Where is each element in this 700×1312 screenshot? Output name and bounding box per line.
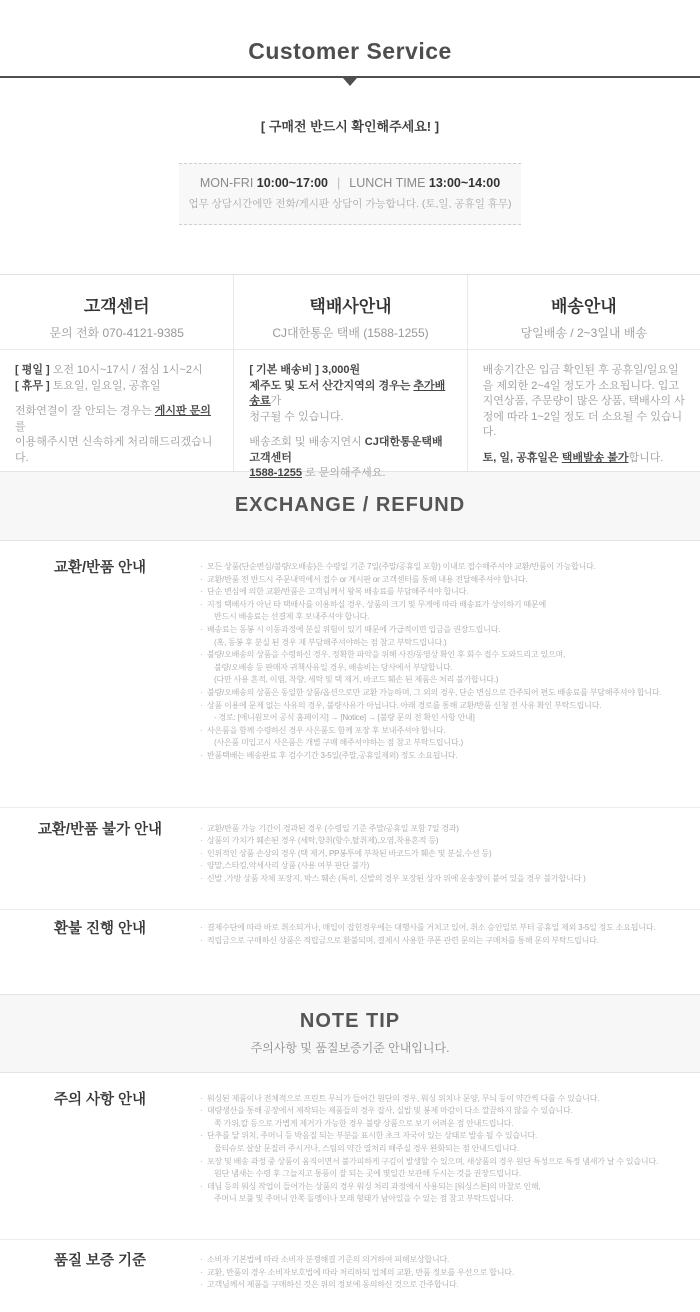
board-note-pre: 전화연결이 잘 안되는 경우는 <box>15 405 155 417</box>
notice-text: 포장 및 배송 과정 중 상품이 움직이면서 불가피하게 구김이 발생할 수 있으며, 새상품의 경우 원단 특성으로 특정 냄새가 날 수 있습니다. <box>207 1156 659 1166</box>
closed-days-value: 토요일, 일요일, 공휴일 <box>52 379 161 392</box>
notice-line <box>200 1267 696 1280</box>
notice-line <box>200 649 696 662</box>
delivery-header <box>468 275 700 350</box>
notice-text: 불량/오배송의 상품은 동일한 상품/옵션으로만 교환 가능하며, 그 외의 경우, 단순 변심으로 간주되어 편도 배송료를 부담해주셔야 합니다. <box>207 687 662 697</box>
extra-fee-line2: 청구될 수 있습니다. <box>249 410 344 423</box>
bullet-marker: · <box>200 1280 203 1290</box>
notice-line <box>200 712 696 725</box>
notice-line <box>200 674 696 687</box>
notice-text: 불량/오배송의 상품을 수령하신 경우, 정확한 파악을 위해 사진/동영상 확인 후 회수 접수 도와드리고 있으며, <box>207 650 566 660</box>
tracking-note <box>249 435 451 482</box>
purchase-notice: [ 구매전 반드시 확인해주세요! ] <box>260 119 440 134</box>
bullet-marker: · <box>200 1267 203 1277</box>
quality-label: 품질 보증 기준 <box>53 1253 147 1269</box>
extra-fee-pre: 제주도 및 도서 산간지역의 경우는 <box>249 379 414 392</box>
bullet-marker: · <box>200 873 203 883</box>
notice-line <box>200 586 696 599</box>
notice-line <box>200 1168 696 1181</box>
section-no-exchange-notice <box>0 808 700 911</box>
notice-text: 반품택배는 배송완료 후 검수기간 3-5일(주말,공휴일제외) 정도 소요됩니다. <box>207 750 458 760</box>
notice-text: 데님 등의 워싱 작업이 들어가는 상품의 경우 워싱 처리 과정에서 사용되는 [워싱스톤]의 마찰로 인해, <box>207 1181 541 1191</box>
notice-line <box>200 835 696 848</box>
hours-note: 업무 상담시간에만 전화/게시판 상담이 가능합니다. (토,일, 공휴일 휴무) <box>188 198 512 210</box>
customer-center-detail <box>0 350 233 471</box>
caution-lines <box>200 1093 700 1206</box>
bullet-marker: · <box>200 687 203 697</box>
notice-line <box>200 1130 696 1143</box>
info-col-customer-center <box>0 275 233 471</box>
notice-line <box>200 662 696 675</box>
notice-line <box>200 1254 696 1267</box>
bullet-marker: · <box>200 587 203 597</box>
info-table <box>0 274 700 479</box>
notice-line <box>200 848 696 861</box>
notice-text: 주머니 보풀 및 주머니 안쪽 돌멩이나 모래 형태가 남아있을 수 있는 점 참고 부탁드립니다. <box>214 1194 514 1204</box>
notice-line <box>200 1279 696 1292</box>
notice-text: 상품 이용에 문제 없는 사유의 경우, 불량사유가 아닙니다. 아래 경로를 통해 교환/반품 신청 전 사유 확인 부탁드립니다. <box>207 700 602 710</box>
notice-line <box>200 700 696 713</box>
bullet-marker: · <box>200 562 203 571</box>
courier-subtitle: CJ대한통운 택배 (1588-1255) <box>272 326 429 340</box>
bullet-marker: · <box>200 650 203 660</box>
no-ship-strong: 택배발송 불가 <box>561 451 629 464</box>
delivery-title: 배송안내 <box>550 297 617 316</box>
no-exchange-label: 교환/반품 불가 안내 <box>37 821 163 838</box>
board-inquiry-link[interactable]: 게시판 문의 <box>154 405 211 417</box>
extra-fee-strong: 추가배송료 <box>249 379 446 407</box>
bullet-marker: · <box>200 836 203 846</box>
notice-text: 교환, 반품의 경우 소비자보호법에 따라 처리하되 업체의 교환, 반품 정보를 우선으로 합니다. <box>207 1267 514 1277</box>
exchange-refund-band <box>0 471 700 541</box>
notice-line <box>200 1118 696 1131</box>
bullet-marker: · <box>200 750 203 760</box>
bullet-marker: · <box>200 700 203 710</box>
quality-lines <box>200 1254 700 1292</box>
bullet-marker: · <box>200 936 203 946</box>
bullet-marker: · <box>200 1106 203 1116</box>
bullet-marker: · <box>200 848 203 858</box>
bullet-marker: · <box>200 861 203 871</box>
notice-text: (다만 사용 흔적, 이염, 착향, 세탁 및 택 제거, 바코드 훼손 된 제품은 처리 불가합니다.) <box>214 675 499 685</box>
notice-text: 신발 ,가방 상품 자체 포장지, 박스 훼손 (특히, 신발의 경우 포장된 상자 위에 운송장이 붙어 있을 경우 불가합니다 ) <box>207 873 586 883</box>
notice-text: (사은품 미입고시 사은품은 개별 구매 해주셔야하는 점 참고 부탁드립니다.) <box>214 738 463 748</box>
notice-line <box>200 1143 696 1156</box>
board-note-post: 를 <box>15 420 26 433</box>
notice-text: 단추를 달 위치, 주머니 등 박음질 되는 부분을 표시한 초크 자국이 있는 상태로 발송 될 수 있습니다. <box>207 1131 537 1141</box>
no-exchange-lines <box>200 823 700 886</box>
notice-line <box>200 935 696 948</box>
bullet-marker: · <box>200 624 203 634</box>
courier-header <box>234 275 466 350</box>
section-caution-notice <box>0 1073 700 1240</box>
exchange-notice-lines <box>200 561 700 763</box>
notice-text: 상품의 가치가 훼손된 경우 (세탁,향취(향수,탈취제),오염,착용흔적 등) <box>207 836 439 846</box>
no-ship-post: 합니다. <box>628 451 664 464</box>
notice-line <box>200 1181 696 1194</box>
business-hours-box <box>179 163 521 225</box>
notice-line <box>200 922 696 935</box>
no-ship-note <box>483 451 685 467</box>
customer-center-title: 고객센터 <box>83 297 150 316</box>
bullet-marker: · <box>200 1131 203 1141</box>
bullet-marker: · <box>200 1093 203 1103</box>
notice-line <box>200 599 696 612</box>
hours-separator: | <box>337 176 341 190</box>
bullet-marker: · <box>200 599 203 609</box>
notice-line <box>200 1105 696 1118</box>
notice-text: 쪽 가위,칼 등으로 가볍게 제거가 가능한 경우 불량 상품으로 보기 어려운 점 안내드립니다. <box>214 1118 514 1128</box>
notice-text: 고객님께서 제품을 구매하신 것은 위의 정보에 동의하신 것으로 간주합니다. <box>207 1280 459 1290</box>
delivery-subtitle: 당일배송 / 2~3일내 배송 <box>520 326 648 340</box>
weekday-tag: [ 평일 ] <box>15 364 53 376</box>
notice-line <box>200 823 696 836</box>
refund-lines <box>200 922 700 947</box>
notice-text: 사은품을 함께 수령하신 경우 사은품도 함께 포장 후 보내주셔야 합니다. <box>207 725 446 735</box>
notice-text: 모든 상품(단순변심/불량/오배송)은 수령일 기준 7일(주말/공휴일 포함) 이내로 접수해주셔야 교환/반품이 가능합니다. <box>207 562 596 571</box>
shipping-fee-note <box>249 363 451 425</box>
notice-line <box>200 750 696 763</box>
notice-line <box>200 637 696 650</box>
lunch-time: 13:00~14:00 <box>428 176 501 190</box>
courier-center-name: CJ대한통운택배 고객센터 <box>249 436 443 464</box>
notice-line <box>200 561 696 574</box>
notice-text: - 경로: [애니원모어 공식 홈페이지] → [Notice] → [불량 문의 전 확인 사항 안내] <box>214 713 475 723</box>
notice-text: 교환/반품 전 반드시 주문내역에서 접수 or 게시판 or 고객센터를 통해 내용 전달해주셔야 합니다. <box>207 574 528 584</box>
bullet-marker: · <box>200 1156 203 1166</box>
notice-line <box>200 725 696 738</box>
delivery-detail <box>468 350 700 471</box>
refund-label: 환불 진행 안내 <box>53 921 147 938</box>
bullet-marker: · <box>200 1255 203 1264</box>
notice-text: 배송료는 동봉 시 이동과정에 분실 위험이 있기 때문에 가급적이면 입금을 권장드립니다. <box>207 624 501 634</box>
notice-line <box>200 860 696 873</box>
note-tip-title: NOTE TIP <box>299 1009 401 1032</box>
notice-line <box>200 687 696 700</box>
notice-text: 반드시 배송료는 선결제 후 보내주셔야 합니다. <box>214 612 370 622</box>
notice-text: 대량생산을 통해 공장에서 제작되는 제품들의 경우 잡사, 실밥 및 봉제 마감이 다소 깔끔하지 않을 수 있습니다. <box>207 1106 573 1116</box>
bullet-marker: · <box>200 574 203 584</box>
board-inquiry-note <box>15 404 218 466</box>
courier-phone-link[interactable]: 1588-1255 <box>249 467 302 479</box>
notice-line <box>200 737 696 750</box>
weekday-hours-line <box>15 363 218 394</box>
notice-text: 양말,스타킹,악세사리 상품 (사용 여부 판단 불가) <box>207 861 370 871</box>
customer-center-phone: 문의 전화 070-4121-9385 <box>49 326 184 340</box>
notice-line <box>200 873 696 886</box>
notice-line <box>200 611 696 624</box>
notice-text: 원단 냄새는 수령 후 그늘지고 통풍이 잘 되는 곳에 몇일간 보관해 두시는 것을 권장드립니다. <box>214 1169 521 1179</box>
lunch-label: LUNCH TIME <box>349 176 429 190</box>
notice-text: (혹, 동봉 후 분실 된 경우 재 부담해주셔야하는 점 참고 부탁드립니다.) <box>214 637 447 647</box>
section-quality-standard <box>0 1240 700 1312</box>
notice-text: 단순 변심에 의한 교환/반품은 고객님께서 왕복 배송료를 부담해주셔야 합니다. <box>207 587 469 597</box>
business-hours <box>179 176 521 190</box>
info-col-courier <box>233 275 466 479</box>
board-note-line2: 이용해주시면 신속하게 처리해드리겠습니다. <box>15 436 213 464</box>
courier-detail <box>234 350 466 479</box>
section-exchange-notice <box>0 541 700 808</box>
fee-value: 3,000원 <box>322 364 361 376</box>
bullet-marker: · <box>200 1181 203 1191</box>
notice-text: 불량/오배송 등 판매자 귀책사유일 경우, 배송비는 당사에서 부담합니다. <box>214 662 453 672</box>
notice-text: 교환/반품 가능 기간이 경과된 경우 (수령일 기준 주말/공휴일 포함 7일 경과) <box>207 823 459 833</box>
notice-text: 지정 택배사가 아닌 타 택배사를 이용하실 경우, 상품의 크기 및 무게에 따라 배송료가 상이하기 때문에 <box>207 599 546 609</box>
delivery-period-note: 배송기간은 입금 확인된 후 공휴일/일요일을 제외한 2~4일 정도가 소요됩니다. 입고지연상품, 주문량이 많은 상품, 택배사의 사정에 따라 1~2일 정도 더 소요될 수 있습니다. <box>482 364 685 438</box>
notice-text: 물티슈로 살살 문질러 주시거나, 스팀의 약간 열처리 해주실 경우 완화되는 점 안내드립니다. <box>214 1144 519 1154</box>
customer-center-header <box>0 275 233 350</box>
notice-text: 소비자 기본법에 따라 소비자 분쟁해결 기준의 의거하여 피해보상합니다. <box>207 1255 450 1264</box>
exchange-notice-label: 교환/반품 안내 <box>53 560 147 576</box>
notice-line <box>200 574 696 587</box>
notice-text: 워싱된 제품이나 전체적으로 프린트 무늬가 들어간 원단의 경우, 워싱 위치나 문양, 무늬 등이 약간씩 다를 수 있습니다. <box>207 1093 600 1103</box>
bullet-marker: · <box>200 725 203 735</box>
notice-line <box>200 624 696 637</box>
page-title: Customer Service <box>248 38 452 64</box>
closed-tag: [ 휴무 ] <box>15 379 53 392</box>
weekday-time: 10:00~17:00 <box>256 176 329 190</box>
note-tip-band <box>0 994 700 1073</box>
note-tip-subtitle: 주의사항 및 품질보증기준 안내입니다. <box>250 1040 450 1055</box>
weekday-label: MON-FRI <box>199 176 257 190</box>
fee-tag: [ 기본 배송비 ] <box>249 364 323 376</box>
notice-line <box>200 1156 696 1169</box>
info-col-delivery <box>467 275 700 471</box>
notice-text: 결제수단에 따라 바로 취소되거나, 매입이 잡힌경우에는 대행사를 거치고 있어, 취소 승인일로 부터 공휴일 제외 3-5일 정도 소요됩니다. <box>207 923 656 933</box>
page-header <box>0 0 700 86</box>
notice-text: 인위적인 상품 손상의 경우 (택 제거, PP봉투에 부착된 바코드가 훼손 및 분실,수선 등) <box>207 848 492 858</box>
notice-line <box>200 1093 696 1106</box>
extra-fee-post: 가 <box>270 395 282 407</box>
no-ship-pre: 토, 일, 공휴일은 <box>482 451 562 464</box>
notice-line <box>200 1193 696 1206</box>
bullet-marker: · <box>200 923 203 933</box>
down-arrow-icon <box>343 78 357 86</box>
tracking-pre: 배송조회 및 배송지연시 <box>249 436 365 448</box>
weekday-hours-value: 오전 10시~17시 / 점심 1시~2시 <box>52 364 203 376</box>
exchange-refund-title: EXCHANGE / REFUND <box>234 494 466 516</box>
bullet-marker: · <box>200 823 203 833</box>
notice-text: 적립금으로 구매하신 상품은 적립금으로 환불되며, 결제시 사용한 쿠폰 관련 문의는 구매처를 통해 문의 부탁드립니다. <box>207 936 599 946</box>
courier-title: 택배사안내 <box>309 297 392 316</box>
caution-label: 주의 사항 안내 <box>53 1091 147 1108</box>
tracking-post: 로 문의해주세요. <box>301 467 386 479</box>
section-refund-notice <box>0 910 700 993</box>
